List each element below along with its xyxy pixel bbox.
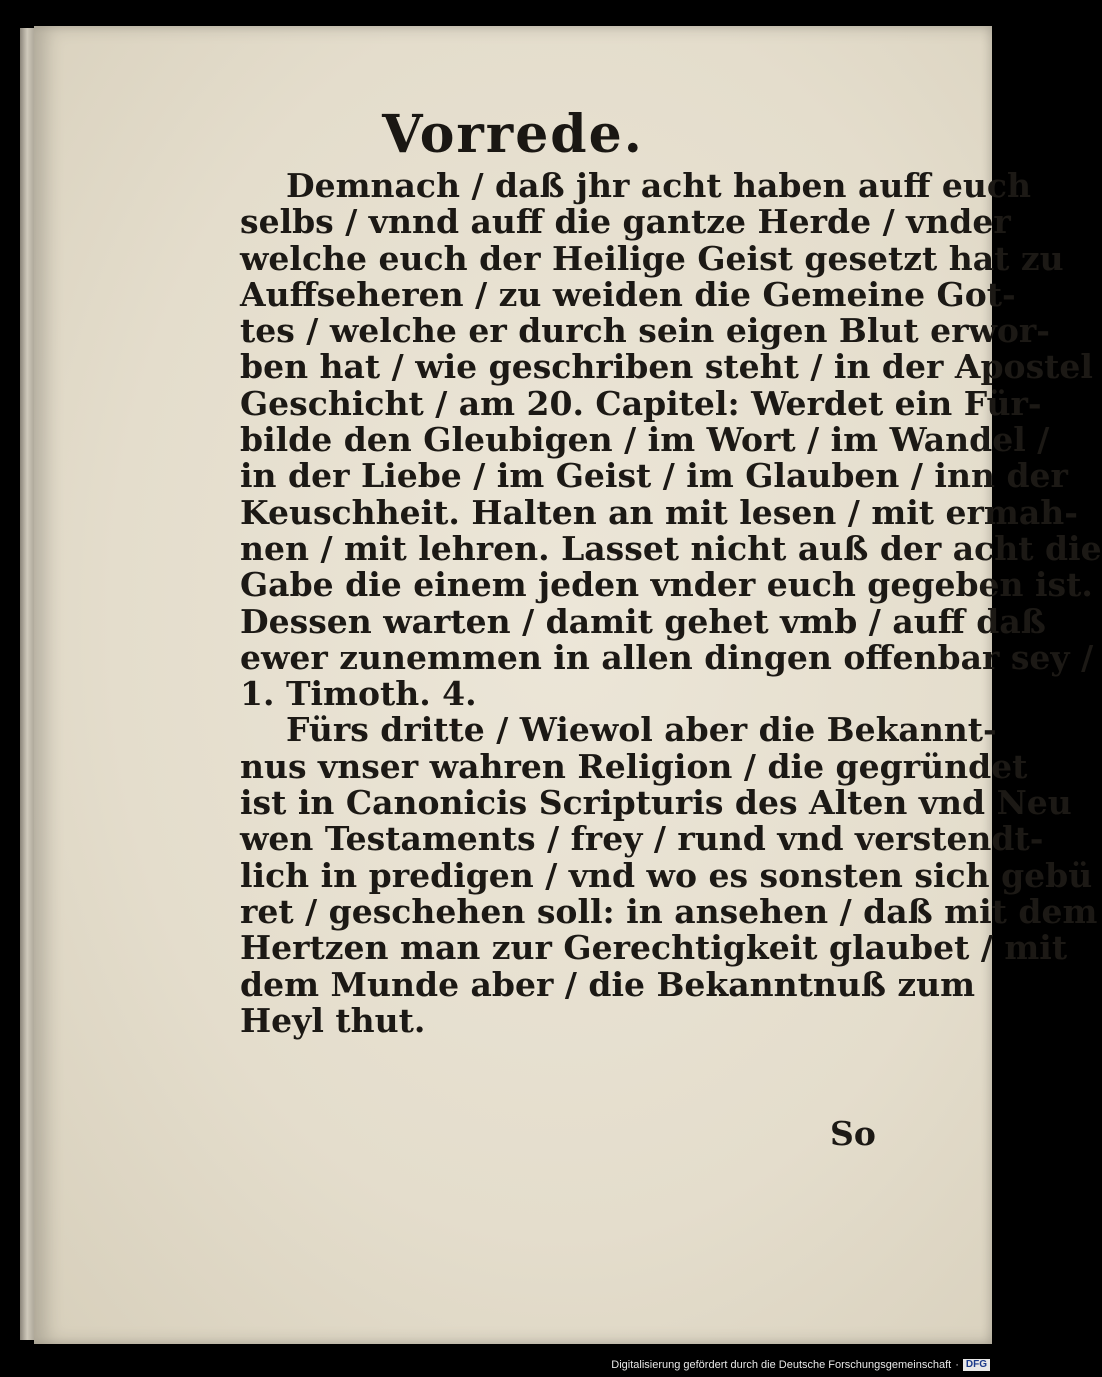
text-line: Fürs dritte / Wiewol aber die Bekannt- (286, 710, 997, 750)
catchword: So (830, 1114, 876, 1153)
text-line: lich in predigen / vnd wo es sonsten sich gebü (240, 855, 1093, 895)
page-heading: Vorrede. (382, 104, 644, 165)
dfg-logo: DFG (963, 1359, 990, 1371)
text-block (240, 166, 1102, 1040)
digitization-credit: Digitalisierung gefördert durch die Deutsche Forschungsgemeinschaft · DFG (611, 1359, 990, 1371)
text-line: 1. Timoth. 4. (240, 674, 477, 714)
text-line: nen / mit lehren. Lasset nicht auß der acht die (240, 528, 1102, 568)
text-line: nus vnser wahren Religion / die gegründet (240, 746, 1028, 786)
text-line: dem Munde aber / die Bekanntnuß zum (240, 964, 976, 1004)
text-line: ret / geschehen soll: in ansehen / daß mit dem (240, 891, 1098, 931)
text-line: Keuschheit. Halten an mit lesen / mit ermah- (240, 492, 1078, 532)
text-line: welche euch der Heilige Geist gesetzt hat zu (240, 238, 1064, 278)
text-line: ist in Canonicis Scripturis des Alten vnd Neu (240, 783, 1072, 823)
text-line: Gabe die einem jeden vnder euch gegeben ist. (240, 565, 1093, 605)
text-line: bilde den Gleubigen / im Wort / im Wandel / (240, 420, 1050, 460)
text-line: selbs / vnnd auff die gantze Herde / vnder (240, 202, 1011, 242)
text-line: ewer zunemmen in allen dingen offenbar sey / (240, 637, 1094, 677)
credit-text: Digitalisierung gefördert durch die Deutsche Forschungsgemeinschaft (611, 1359, 952, 1371)
text-line: ben hat / wie geschriben steht / in der Apostel (240, 347, 1093, 387)
text-line: wen Testaments / frey / rund vnd verstendt- (240, 819, 1044, 859)
text-line: Geschicht / am 20. Capitel: Werdet ein Für- (240, 383, 1042, 423)
book-page (34, 26, 1102, 1344)
text-line: Auffseheren / zu weiden die Gemeine Got- (240, 274, 1016, 314)
text-line: Dessen warten / damit gehet vmb / auff daß (240, 601, 1046, 641)
text-line: Heyl thut. (240, 1000, 426, 1040)
text-line: Demnach / daß jhr acht haben auff euch (286, 166, 1031, 205)
text-line: in der Liebe / im Geist / im Glauben / inn der (240, 456, 1068, 496)
text-line: Hertzen man zur Gerechtigkeit glaubet / mit (240, 928, 1068, 968)
text-line: tes / welche er durch sein eigen Blut erwor- (240, 311, 1050, 351)
